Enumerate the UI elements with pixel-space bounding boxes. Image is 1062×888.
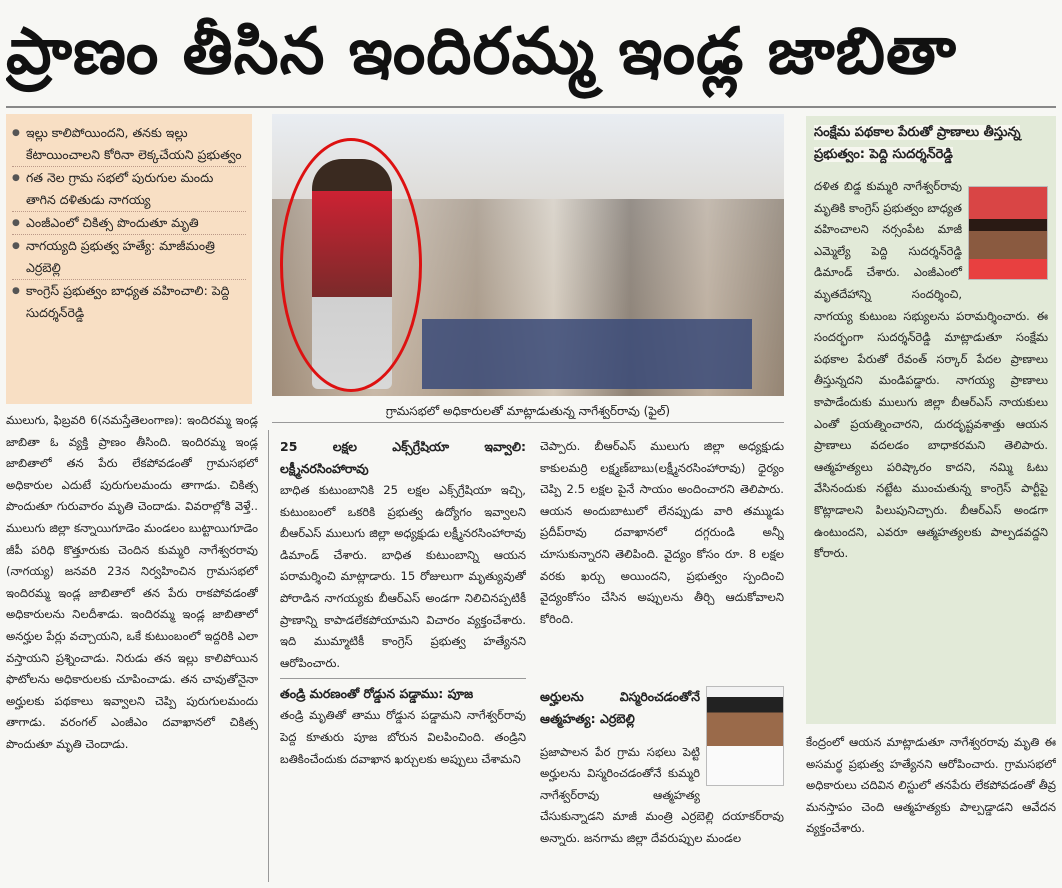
headline: ప్రాణం తీసిన ఇందిరమ్మ ఇండ్ల జాబితా bbox=[6, 15, 957, 89]
photo-table bbox=[422, 319, 752, 389]
article-column-1 bbox=[6, 410, 258, 880]
highlight-item: ● ఇల్లు కాలిపోయిందని, తనకు ఇల్లు కేటాయించాలని కోరినా లెక్కచేయని ప్రభుత్వం bbox=[12, 122, 246, 167]
column-3-text: చెప్పారు. బీఆర్‌ఎస్ ములుగు జిల్లా అధ్యక్షుడు కాకులమర్రి లక్ష్మణ్‌బాబు(లక్ష్మీనరసింహారావు) ధైర్యం చెప్పి 2.5 లక్షల పైనే సాయం అందించారని తెలిపారు. ఆయన అందుబాటులో లేనప్పుడు వారి తమ్ముడు ప్రదీప్‌రావు దవాఖానలో దగ్గరుండి అన్నీ చూసుకున్నారని తెలిపింది. వైద్యం కోసం రూ. 8 లక్షల వరకు ఖర్చు అయిందని, ప్రభుత్వం స్పందించి వైద్యంకోసం చేసిన అప్పులను తీర్చి ఆదుకోవాలని కోరింది. bbox=[540, 439, 784, 626]
subheading-pooja: తండ్రి మరణంతో రోడ్డున పడ్డాము: పూజ bbox=[280, 686, 474, 702]
article-column-4 bbox=[806, 732, 1056, 882]
highlight-item: ● కాంగ్రెస్ ప్రభుత్వం బాధ్యత వహించాలి: పెద్ది సుదర్శన్‌రెడ్డి bbox=[12, 280, 246, 324]
article-column-3 bbox=[540, 436, 784, 686]
column-2-paragraph-1: బాధిత కుటుంబానికి 25 లక్షల ఎక్స్‌గ్రేషియా ఇచ్చి, కుటుంబంలో ఒకరికి ప్రభుత్వ ఉద్యోగం ఇవ్వాలని బీఆర్‌ఎస్ ములుగు జిల్లా అధ్యక్షుడు లక్ష్మీనరసింహారావు డిమాండ్ చేశారు. బాధిత కుటుంబాన్ని ఆయన పరామర్శించి మాట్లాడారు. 15 రోజులుగా మృత్యువుతో పోరాడిన నాగయ్యకు బీఆర్‌ఎస్ అండగా నిలిచినప్పటికీ ప్రాణాన్ని కాపాడలేకపోయామని విచారం వ్యక్తంచేశారు. ఇది ముమ్మాటికీ కాంగ్రెస్ ప్రభుత్వ హత్యేనని ఆరోపించారు. bbox=[280, 483, 526, 670]
article-column-2 bbox=[280, 436, 526, 884]
column-1-text: ములుగు, ఫిబ్రవరి 6(నమస్తేతెలంగాణ): ఇందిరమ్మ ఇండ్ల జాబితా ఓ వ్యక్తి ప్రాణం తీసింది. ఇందిరమ్మ ఇండ్ల జాబితాలో తన పేరు లేకపోవడంతో గ్రామసభలో అధికారుల ఎదుటే పురుగులమందు తాగాడు. చికిత్స పొందుతూ గురువారం మృతి చెందాడు. వివరాల్లోకి వెళ్తే.. ములుగు జిల్లా కన్నాయిగూడెం మండలం బుట్టాయిగూడెం జీపీ పరిధి కొత్తూరుకు చెందిన కుమ్మరి నాగేశ్వరరావు (నాగయ్య) జనవరి 23న నిర్వహించిన గ్రామసభలో ఇందిరమ్మ ఇండ్ల జాబితాలో తన పేరు రాకపోవడంతో అధికారులను నిలదీశాడు. ఇందిరమ్మ ఇండ్ల జాబితాలో అనర్హుల పేర్లు వచ్చాయని, ఒకే కుటుంబంలో ఇద్దరికి ఎలా వస్తాయని ప్రశ్నించాడు. నిరుడు తన ఇల్లు కాలిపోయిన ఫొటోలను అధికారులకు చూపించాడు. తన చావుతోనైనా అర్హులకు పథకాలు ఇవ్వాలని చెప్పి పురుగులమందు తాగాడు. వరంగల్ ఎంజీఎం దవాఖానలో చికిత్స పొందుతూ మృతి చెందాడు. bbox=[6, 413, 258, 751]
subheading-errabelli: అర్హులను విస్మరించడంతోనే ఆత్మహత్య: ఎర్రబెల్లి bbox=[540, 689, 700, 726]
sudarshan-reddy-photo bbox=[968, 186, 1048, 280]
column-4-text: కేంద్రంలో ఆయన మాట్లాడుతూ నాగేశ్వరరావు మృతి ఈ అసమర్థ ప్రభుత్వ హత్యేనని ఆరోపించారు. గ్రామసభలో అధికారులు చదివిన లిస్టులో తనపేరు లేకపోవడంతో తీవ్ర మనస్తాపం చెంది ఆత్మహత్యకు పాల్పడ్డాడని ఆవేదన వ్యక్తంచేశారు. bbox=[806, 735, 1056, 836]
sidebar-body: దళిత బిడ్డ కుమ్మరి నాగేశ్వర్‌రావు మృతికి కాంగ్రెస్ ప్రభుత్వం బాధ్యత వహించాలని నర్సంపేట మాజీ ఎమ్మెల్యే పెద్ది సుదర్శన్‌రెడ్డి డిమాండ్ చేశారు. ఎంజీఎంలో మృతదేహాన్ని సందర్శించి, నాగయ్య కుటుంబ సభ్యులను పరామర్శించారు. ఈ సందర్భంగా సుదర్శన్‌రెడ్డి మాట్లాడుతూ సంక్షేమ పథకాల పేరుతో రేవంత్ సర్కార్ పేదల ప్రాణాలు తీస్తున్నదని మండిపడ్డారు. నాగయ్య ప్రాణాలు కాపాడేందుకు ములుగు జిల్లా బీఆర్‌ఎస్ నాయకులు ఎంతో ప్రయత్నించారని, దురదృష్టవశాత్తు ఆయన ప్రాణాలు వదలడం బాధాకరమని తెలిపారు. ఆత్మహత్యలు పరిష్కారం కాదని, నమ్మి ఓటు వేసినందుకు నట్టేట ముంచుతున్న కాంగ్రెస్ పార్టీపై కొట్లాడాలని పిలుపునిచ్చారు. బీఆర్‌ఎస్ అండగా ఉంటుందని, ఎవరూ ఆత్మహత్యలకు పాల్పడవద్దని కోరారు. bbox=[814, 179, 1048, 561]
photo-caption: గ్రామసభలో అధికారులతో మాట్లాడుతున్న నాగేశ్వర్‌రావు (ఫైల్) bbox=[272, 400, 784, 423]
section-divider bbox=[280, 678, 526, 679]
sidebar-title bbox=[814, 122, 1048, 166]
news-photo bbox=[272, 114, 784, 396]
highlight-item: ● గత నెల గ్రామ సభలో పురుగుల మందు తాగిన దళితుడు నాగయ్య bbox=[12, 167, 246, 212]
photo-red-circle bbox=[280, 138, 422, 392]
sidebar-title-text: సంక్షేమ పథకాల పేరుతో ప్రాణాలు తీస్తున్న ప్రభుత్వం: పెద్ది సుదర్శన్‌రెడ్డి bbox=[814, 125, 1021, 162]
column-2-paragraph-2: తండ్రి మృతితో తాము రోడ్డున పడ్డామని నాగేశ్వర్‌రావు పెద్ద కూతురు పూజ బోరున విలపించింది. తండ్రిని బతికించేందుకు దవాఖాన ఖర్చులకు అప్పులు చేశామని bbox=[280, 708, 526, 766]
highlight-item: ● ఎంజీఎంలో చికిత్స పొందుతూ మృతి bbox=[12, 212, 246, 235]
article-column-3-bottom bbox=[540, 686, 784, 882]
column-3b-text: ప్రజాపాలన పేర గ్రామ సభలు పెట్టి అర్హులను విస్మరించడంతోనే కుమ్మరి నాగేశ్వర్‌రావు ఆత్మహత్య చేసుకున్నాడని మాజీ మంత్రి ఎర్రబెల్లి దయాకర్‌రావు అన్నారు. జనగామ జిల్లా దేవరుప్పుల మండల bbox=[540, 744, 784, 845]
highlights-box bbox=[6, 114, 252, 404]
sidebar-article bbox=[806, 116, 1056, 724]
errabelli-photo bbox=[706, 686, 784, 786]
headline-rule bbox=[6, 106, 1056, 108]
highlight-item: ● నాగయ్యది ప్రభుత్వ హత్యే: మాజీమంత్రి ఎర్రబెల్లి bbox=[12, 235, 246, 280]
column-divider bbox=[268, 430, 269, 882]
subheading-exgratia: 25 లక్షల ఎక్స్‌గ్రేషియా ఇవ్వాలి: లక్ష్మీనరసింహారావు bbox=[280, 439, 526, 476]
